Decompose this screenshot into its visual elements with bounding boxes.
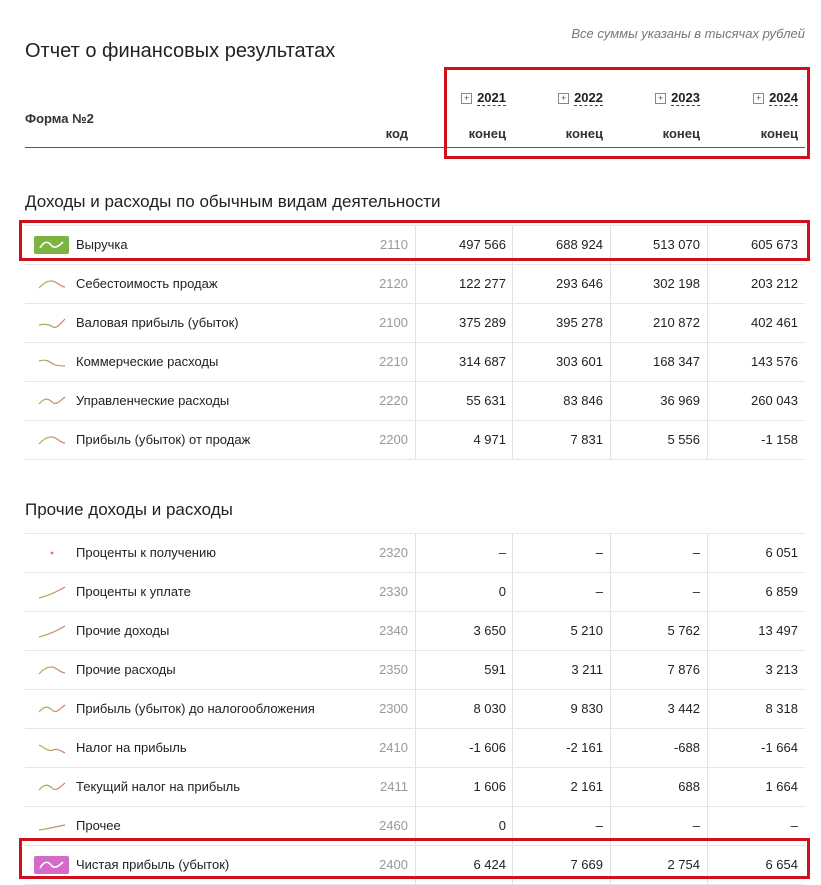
- row-value: –: [692, 818, 700, 833]
- row-label: Прочие расходы: [76, 662, 176, 677]
- expand-icon[interactable]: +: [753, 93, 764, 104]
- trend-sparkline-icon: [37, 314, 67, 332]
- row-value: 3 211: [571, 662, 603, 677]
- row-value: 5 210: [570, 623, 603, 638]
- year-label: 2022: [574, 90, 603, 105]
- trend-sparkline-icon: [37, 275, 67, 293]
- row-value: –: [595, 818, 603, 833]
- table-row[interactable]: [25, 846, 805, 885]
- row-label: Прочие доходы: [76, 623, 170, 638]
- row-value: 8 318: [765, 701, 798, 716]
- row-label: Прибыль (убыток) до налогообложения: [76, 701, 315, 716]
- trend-sparkline-icon: [37, 392, 67, 410]
- trend-sparkline-icon: [37, 583, 67, 601]
- row-value: 3 213: [765, 662, 798, 677]
- row-code: 2220: [379, 393, 408, 408]
- code-column-header: код: [385, 126, 408, 141]
- trend-sparkline-icon: [37, 661, 67, 679]
- header-divider: [25, 147, 805, 148]
- row-value: 688: [678, 779, 700, 794]
- row-label: Выручка: [76, 237, 128, 252]
- row-value: -688: [673, 740, 700, 755]
- row-value: 9 830: [570, 701, 603, 716]
- table-row[interactable]: [25, 304, 805, 343]
- row-value: 497 566: [459, 237, 506, 252]
- trend-sparkline-icon: [37, 431, 67, 449]
- period-label: конец: [662, 126, 700, 141]
- year-header-2021[interactable]: [416, 90, 506, 105]
- row-value: 395 278: [556, 315, 603, 330]
- row-value: 6 654: [765, 857, 798, 872]
- row-value: 293 646: [556, 276, 603, 291]
- row-value: 1 606: [473, 779, 506, 794]
- row-value: 0: [498, 818, 506, 833]
- row-code: 2210: [379, 354, 408, 369]
- table-row[interactable]: [25, 612, 805, 651]
- row-value: 2 161: [570, 779, 603, 794]
- row-label: Текущий налог на прибыль: [76, 779, 241, 794]
- trend-sparkline-icon: [37, 353, 67, 371]
- row-value: 302 198: [653, 276, 700, 291]
- row-value: 8 030: [473, 701, 506, 716]
- table-row[interactable]: [25, 225, 805, 265]
- table-row[interactable]: [25, 533, 805, 573]
- trend-sparkline-icon: [34, 236, 69, 254]
- table-row[interactable]: [25, 807, 805, 846]
- table-row[interactable]: [25, 343, 805, 382]
- row-code: 2300: [379, 701, 408, 716]
- row-value: 3 650: [473, 623, 506, 638]
- row-value: 375 289: [459, 315, 506, 330]
- row-label: Налог на прибыль: [76, 740, 187, 755]
- row-value: 6 051: [765, 545, 798, 560]
- row-value: 260 043: [751, 393, 798, 408]
- row-label: Прочее: [76, 818, 121, 833]
- row-value: 55 631: [466, 393, 506, 408]
- row-value: 6 859: [765, 584, 798, 599]
- row-value: 36 969: [660, 393, 700, 408]
- row-value: 513 070: [653, 237, 700, 252]
- row-value: 122 277: [459, 276, 506, 291]
- row-value: –: [692, 545, 700, 560]
- row-value: 7 669: [570, 857, 603, 872]
- row-code: 2120: [379, 276, 408, 291]
- section-title-operating: Доходы и расходы по обычным видам деятельности: [25, 192, 441, 211]
- row-value: 203 212: [751, 276, 798, 291]
- row-value: 688 924: [556, 237, 603, 252]
- row-code: 2400: [379, 857, 408, 872]
- row-code: 2340: [379, 623, 408, 638]
- year-header-2022[interactable]: [513, 90, 603, 105]
- section-title-other: Прочие доходы и расходы: [25, 500, 233, 519]
- form-label: Форма №2: [25, 111, 94, 126]
- trend-sparkline-icon: [37, 544, 67, 562]
- expand-icon[interactable]: +: [461, 93, 472, 104]
- operating-table: [25, 225, 805, 460]
- row-value: 210 872: [653, 315, 700, 330]
- row-label: Управленческие расходы: [76, 393, 230, 408]
- trend-sparkline-icon: [34, 856, 69, 874]
- row-value: 83 846: [563, 393, 603, 408]
- row-label: Валовая прибыль (убыток): [76, 315, 239, 330]
- row-value: 7 831: [570, 432, 603, 447]
- header-note: Все суммы указаны в тысячах рублей: [571, 26, 805, 41]
- period-label: конец: [468, 126, 506, 141]
- table-row[interactable]: [25, 421, 805, 460]
- row-value: 5 762: [667, 623, 700, 638]
- row-value: 143 576: [751, 354, 798, 369]
- trend-sparkline-icon: [37, 622, 67, 640]
- row-code: 2110: [380, 237, 408, 252]
- expand-icon[interactable]: +: [655, 93, 666, 104]
- year-header-2023[interactable]: [610, 90, 700, 105]
- table-row[interactable]: [25, 768, 805, 807]
- row-value: 4 971: [473, 432, 506, 447]
- table-row[interactable]: [25, 382, 805, 421]
- row-label: Проценты к уплате: [76, 584, 191, 599]
- row-value: –: [790, 818, 798, 833]
- row-code: 2460: [379, 818, 408, 833]
- row-value: –: [498, 545, 506, 560]
- row-value: -1 606: [469, 740, 506, 755]
- row-value: 3 442: [667, 701, 700, 716]
- row-value: 605 673: [751, 237, 798, 252]
- row-label: Проценты к получению: [76, 545, 216, 560]
- row-value: –: [595, 584, 603, 599]
- table-row[interactable]: [25, 690, 805, 729]
- row-value: 0: [498, 584, 506, 599]
- row-value: 5 556: [667, 432, 700, 447]
- row-label: Себестоимость продаж: [76, 276, 218, 291]
- row-code: 2411: [380, 779, 408, 794]
- row-value: -1 664: [761, 740, 798, 755]
- row-value: 1 664: [765, 779, 798, 794]
- row-value: 314 687: [459, 354, 506, 369]
- row-value: 7 876: [667, 662, 700, 677]
- row-value: 13 497: [758, 623, 798, 638]
- row-value: –: [595, 545, 603, 560]
- other-table: [25, 533, 805, 885]
- expand-icon[interactable]: +: [558, 93, 569, 104]
- year-label: 2023: [671, 90, 700, 105]
- year-header-2024[interactable]: [708, 90, 798, 105]
- period-label: конец: [760, 126, 798, 141]
- row-code: 2320: [379, 545, 408, 560]
- highlight-years-box: [444, 67, 810, 159]
- trend-sparkline-icon: [37, 778, 67, 796]
- trend-sparkline-icon: [37, 817, 67, 835]
- row-code: 2350: [379, 662, 408, 677]
- page-title: Отчет о финансовых результатах: [25, 40, 336, 62]
- row-value: 402 461: [751, 315, 798, 330]
- trend-sparkline-icon: [37, 700, 67, 718]
- trend-sparkline-icon: [37, 739, 67, 757]
- table-row[interactable]: [25, 651, 805, 690]
- period-label: конец: [565, 126, 603, 141]
- table-row[interactable]: [25, 729, 805, 768]
- row-value: 2 754: [667, 857, 700, 872]
- year-label: 2024: [769, 90, 798, 105]
- row-code: 2100: [379, 315, 408, 330]
- row-value: 303 601: [556, 354, 603, 369]
- row-value: 168 347: [653, 354, 700, 369]
- table-row[interactable]: [25, 573, 805, 612]
- row-code: 2330: [379, 584, 408, 599]
- row-label: Прибыль (убыток) от продаж: [76, 432, 251, 447]
- row-code: 2410: [379, 740, 408, 755]
- row-label: Коммерческие расходы: [76, 354, 219, 369]
- row-value: 591: [484, 662, 506, 677]
- year-label: 2021: [477, 90, 506, 105]
- row-label: Чистая прибыль (убыток): [76, 857, 230, 872]
- row-value: -1 158: [761, 432, 798, 447]
- row-code: 2200: [379, 432, 408, 447]
- table-row[interactable]: [25, 265, 805, 304]
- row-value: 6 424: [473, 857, 506, 872]
- row-value: -2 161: [566, 740, 603, 755]
- row-value: –: [692, 584, 700, 599]
